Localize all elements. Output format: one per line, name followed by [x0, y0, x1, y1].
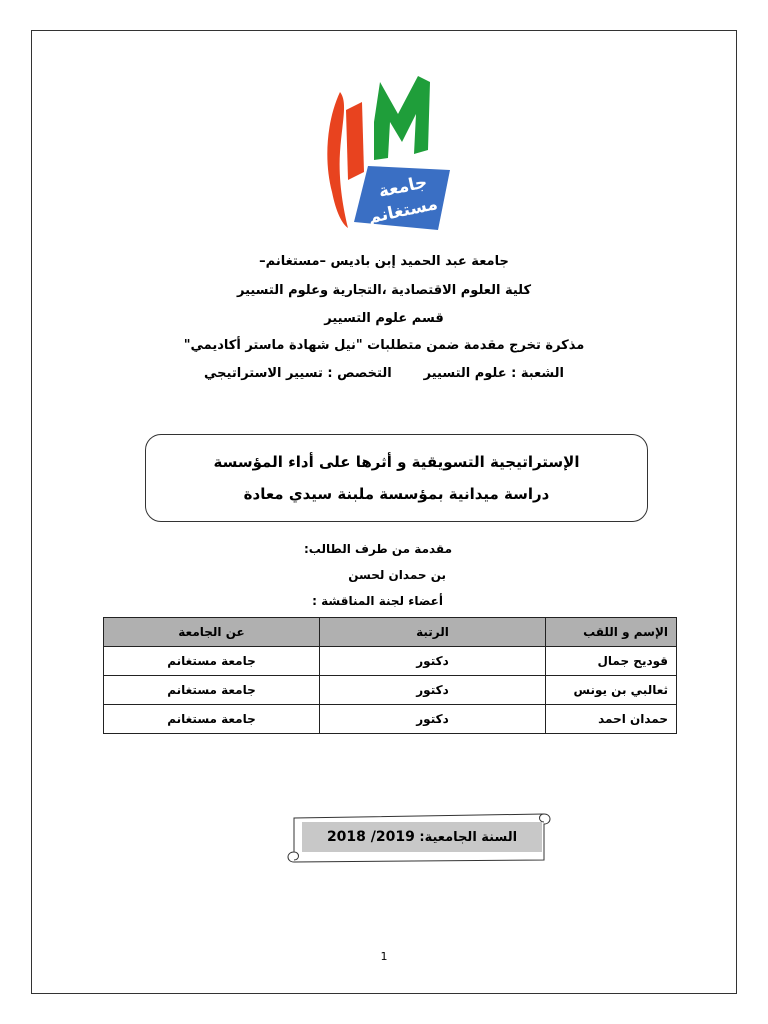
academic-year-value: 2019/ 2018 — [326, 829, 415, 845]
student-name: بن حمدان لحسن — [348, 568, 446, 582]
member-rank: دكتور — [320, 705, 546, 734]
table-row — [104, 676, 677, 705]
academic-year-scroll — [286, 810, 554, 866]
member-university: جامعة مستغانم — [104, 676, 320, 705]
jury-label: أعضاء لجنة المناقشة : — [312, 594, 443, 608]
branch-label: الشعبة : علوم التسيير — [423, 366, 564, 381]
thesis-title-box — [145, 434, 648, 522]
member-university: جامعة مستغانم — [104, 705, 320, 734]
member-rank: دكتور — [320, 676, 546, 705]
academic-year-label: السنة الجامعية: — [419, 830, 518, 845]
department-name: قسم علوم التسيير — [324, 311, 444, 326]
table-row — [104, 647, 677, 676]
thesis-note: مذكرة تخرج مقدمة ضمن متطلبات "نيل شهادة ماستر أكاديمي" — [183, 338, 585, 353]
page-number: 1 — [380, 950, 388, 963]
logo-graphic — [318, 62, 458, 232]
member-name: ثعالبي بن يونس — [546, 676, 677, 705]
jury-header-row — [104, 618, 677, 647]
academic-year-box — [302, 822, 542, 852]
logo-text-2: مستغانم — [366, 194, 440, 229]
table-row — [104, 705, 677, 734]
branch-specialty-line — [0, 366, 768, 381]
header-name: الإسم و اللقب — [546, 618, 677, 647]
university-name: جامعة عبد الحميد إبن باديس –مستغانم– — [259, 254, 509, 269]
jury-table — [103, 617, 677, 734]
faculty-name: كلية العلوم الاقتصادية ،التجارية وعلوم التسيير — [236, 283, 532, 298]
thesis-subtitle: دراسة ميدانية بمؤسسة ملبنة سيدي معادة — [243, 485, 550, 503]
logo-text-1: جامعة — [376, 172, 430, 202]
member-name: قوديح جمال — [546, 647, 677, 676]
member-university: جامعة مستغانم — [104, 647, 320, 676]
university-logo — [318, 62, 458, 232]
member-rank: دكتور — [320, 647, 546, 676]
specialty-label: التخصص : تسيير الاستراتيجي — [204, 366, 392, 381]
header-rank: الرتبة — [320, 618, 546, 647]
member-name: حمدان احمد — [546, 705, 677, 734]
presented-by-label: مقدمة من طرف الطالب: — [304, 542, 452, 556]
thesis-title: الإستراتيجية التسويقية و أثرها على أداء المؤسسة — [213, 453, 580, 471]
header-university: عن الجامعة — [104, 618, 320, 647]
